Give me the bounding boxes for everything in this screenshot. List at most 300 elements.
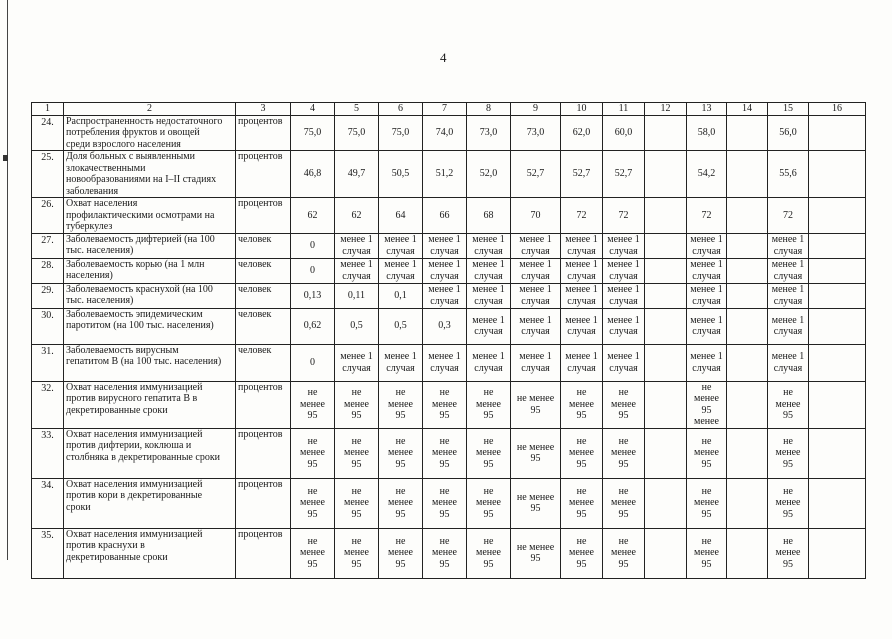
indicator-name-text: Заболеваемость корью (на 1 млн населения) <box>66 258 205 281</box>
value-cell <box>423 381 467 428</box>
value-cell <box>379 151 423 198</box>
value-text: не менее 95 <box>516 393 555 416</box>
value-cell <box>645 151 687 198</box>
column-header: 4 <box>291 103 335 116</box>
value-cell <box>561 381 603 428</box>
value-text: 75,0 <box>303 127 322 138</box>
value-text: 52,7 <box>614 168 633 180</box>
indicator-name-text: Заболеваемость вирусным гепатитом В (на 100 тыс. населения) <box>66 344 222 367</box>
value-cell <box>645 308 687 344</box>
unit-cell: процентов <box>236 528 291 578</box>
value-cell <box>467 151 511 198</box>
value-text: менее 1 случая <box>519 259 552 282</box>
value-text: 0 <box>310 239 315 251</box>
value-text: менее 1 случая <box>472 314 505 337</box>
value-cell <box>335 381 379 428</box>
value-text: 56,0 <box>779 127 797 138</box>
value-cell <box>335 478 379 528</box>
value-cell <box>809 283 866 308</box>
value-cell <box>511 283 561 308</box>
value-text: не менее 95 <box>476 435 501 470</box>
value-text: 0,3 <box>438 320 451 332</box>
value-cell <box>335 428 379 478</box>
unit-cell: процентов <box>236 428 291 478</box>
row-number: 34. <box>32 478 64 528</box>
value-text: не менее 95 <box>432 435 457 470</box>
value-cell <box>768 478 809 528</box>
unit-cell: процентов <box>236 198 291 234</box>
value-text: не менее 95 <box>344 535 369 570</box>
value-cell <box>291 308 335 344</box>
indicator-name-text: Распространенность недостаточного потребления фруктов и овощей среди взрослого населения <box>66 115 223 150</box>
indicator-name <box>64 528 236 578</box>
value-cell <box>768 428 809 478</box>
value-cell <box>603 381 645 428</box>
row-number: 26. <box>32 198 64 234</box>
value-cell <box>687 428 727 478</box>
value-text: не менее 95 менее <box>694 381 719 427</box>
value-text: менее 1 случая <box>428 284 461 307</box>
table-row <box>32 258 866 283</box>
value-cell <box>603 478 645 528</box>
value-text: 68 <box>483 209 494 221</box>
value-cell <box>727 528 768 578</box>
unit-cell: процентов <box>236 381 291 428</box>
value-text: менее 1 случая <box>519 314 552 337</box>
value-text: менее 1 случая <box>340 234 373 257</box>
value-text: 75,0 <box>347 127 366 138</box>
value-text: не менее 95 <box>432 387 457 422</box>
indicator-name-text: Заболеваемость дифтерией (на 100 тыс. населения) <box>66 233 215 256</box>
value-text: менее 1 случая <box>384 351 417 374</box>
value-cell <box>423 198 467 234</box>
value-cell <box>727 308 768 344</box>
value-cell <box>467 198 511 234</box>
value-cell <box>561 308 603 344</box>
value-cell <box>511 528 561 578</box>
table-row <box>32 198 866 234</box>
value-cell <box>379 308 423 344</box>
value-text: не менее 95 <box>611 485 636 520</box>
value-text: не менее 95 <box>569 485 594 520</box>
indicator-name <box>64 233 236 258</box>
value-cell <box>768 198 809 234</box>
value-cell <box>423 151 467 198</box>
column-header: 11 <box>603 103 645 116</box>
value-text: 72 <box>618 209 629 221</box>
value-text: менее 1 случая <box>428 351 461 374</box>
value-text: не менее 95 <box>611 435 636 470</box>
left-margin-mark <box>3 155 8 161</box>
indicator-name-text: Заболеваемость краснухой (на 100 тыс. населения) <box>66 283 213 306</box>
indicator-name-text: Охват населения иммунизацией против краснухи в декретированные сроки <box>66 528 203 563</box>
indicator-name <box>64 381 236 428</box>
value-cell <box>727 283 768 308</box>
value-cell <box>511 233 561 258</box>
column-header: 10 <box>561 103 603 116</box>
left-margin-rule <box>7 0 8 560</box>
value-text: не менее 95 <box>476 387 501 422</box>
value-cell <box>603 198 645 234</box>
value-cell <box>645 258 687 283</box>
value-text: менее 1 случая <box>690 284 723 307</box>
value-text: менее 1 случая <box>771 351 805 374</box>
indicator-name <box>64 283 236 308</box>
value-text: не менее 95 <box>432 485 457 520</box>
value-cell <box>561 258 603 283</box>
indicator-name-text: Охват населения иммунизацией против вирусного гепатита В в декретированные сроки <box>66 381 203 416</box>
value-cell <box>687 151 727 198</box>
value-cell <box>423 308 467 344</box>
value-text: 52,7 <box>572 168 591 180</box>
value-cell <box>423 428 467 478</box>
value-text: не менее 95 <box>300 485 325 520</box>
value-cell <box>603 528 645 578</box>
value-text: менее 1 случая <box>565 314 598 337</box>
row-number: 25. <box>32 151 64 198</box>
value-cell <box>561 528 603 578</box>
row-number: 35. <box>32 528 64 578</box>
table-row <box>32 428 866 478</box>
value-cell <box>727 258 768 283</box>
value-cell <box>727 381 768 428</box>
table-row <box>32 478 866 528</box>
value-cell <box>809 308 866 344</box>
value-text: менее 1 случая <box>690 259 723 282</box>
column-header: 2 <box>64 103 236 116</box>
value-text: 62 <box>351 209 362 221</box>
value-text: не менее 95 <box>432 535 457 570</box>
value-text: менее 1 случая <box>519 351 552 374</box>
value-cell <box>291 478 335 528</box>
value-cell <box>687 308 727 344</box>
row-number: 30. <box>32 308 64 344</box>
value-text: 0,13 <box>303 289 322 301</box>
table-row <box>32 151 866 198</box>
row-number: 32. <box>32 381 64 428</box>
table-row <box>32 283 866 308</box>
value-text: не менее 95 <box>388 387 413 422</box>
unit-cell: процентов <box>236 151 291 198</box>
value-cell <box>687 115 727 151</box>
value-text: не менее 95 <box>516 441 555 464</box>
value-text: менее 1 случая <box>607 234 640 257</box>
value-cell <box>809 478 866 528</box>
value-cell <box>467 428 511 478</box>
value-cell <box>687 198 727 234</box>
value-cell <box>727 344 768 381</box>
value-text: менее 1 случая <box>565 234 598 257</box>
value-cell <box>379 258 423 283</box>
value-text: 0,62 <box>303 320 322 332</box>
value-text: 62,0 <box>572 127 591 138</box>
value-text: менее 1 случая <box>384 259 417 282</box>
column-header: 8 <box>467 103 511 116</box>
value-cell <box>291 151 335 198</box>
value-text: менее 1 случая <box>607 259 640 282</box>
value-cell <box>335 233 379 258</box>
value-cell <box>687 258 727 283</box>
table-row <box>32 528 866 578</box>
value-text: 70 <box>530 209 541 221</box>
value-cell <box>603 428 645 478</box>
value-cell <box>809 198 866 234</box>
value-text: не менее 95 <box>388 535 413 570</box>
value-cell <box>561 478 603 528</box>
value-text: 52,7 <box>526 168 545 180</box>
value-text: 60,0 <box>614 127 633 138</box>
column-header: 12 <box>645 103 687 116</box>
value-text: не менее 95 <box>775 435 801 470</box>
indicator-name <box>64 115 236 151</box>
page-number: 4 <box>440 50 447 65</box>
value-cell <box>291 381 335 428</box>
value-cell <box>603 308 645 344</box>
value-text: 73,0 <box>526 127 545 138</box>
value-text: не менее 95 <box>775 387 801 422</box>
value-cell <box>335 151 379 198</box>
value-text: менее 1 случая <box>428 259 461 282</box>
value-cell <box>603 344 645 381</box>
value-cell <box>809 428 866 478</box>
value-cell <box>511 308 561 344</box>
value-cell <box>379 115 423 151</box>
value-text: 72 <box>576 209 587 221</box>
value-cell <box>727 428 768 478</box>
value-cell <box>335 198 379 234</box>
value-cell <box>645 528 687 578</box>
value-cell <box>727 151 768 198</box>
value-cell <box>727 478 768 528</box>
value-text: 72 <box>701 209 712 221</box>
value-cell <box>467 258 511 283</box>
value-cell <box>423 344 467 381</box>
value-cell <box>768 308 809 344</box>
value-cell <box>809 381 866 428</box>
value-cell <box>423 283 467 308</box>
value-cell <box>768 283 809 308</box>
value-cell <box>467 115 511 151</box>
value-text: менее 1 случая <box>771 284 805 307</box>
unit-cell: человек <box>236 344 291 381</box>
column-header: 6 <box>379 103 423 116</box>
column-header: 15 <box>768 103 809 116</box>
row-number: 31. <box>32 344 64 381</box>
value-text: 62 <box>307 209 318 221</box>
value-cell <box>467 528 511 578</box>
value-text: 0,11 <box>347 289 366 301</box>
value-text: менее 1 случая <box>472 284 505 307</box>
value-cell <box>687 283 727 308</box>
value-text: не менее 95 <box>516 541 555 564</box>
value-cell <box>467 308 511 344</box>
column-header: 16 <box>809 103 866 116</box>
unit-cell: человек <box>236 308 291 344</box>
value-text: менее 1 случая <box>519 234 552 257</box>
value-cell <box>561 428 603 478</box>
value-cell <box>561 233 603 258</box>
value-cell <box>727 233 768 258</box>
indicators-table <box>31 102 866 579</box>
row-number: 29. <box>32 283 64 308</box>
indicator-name-text: Охват населения иммунизацией против дифтерии, коклюша и столбняка в декретированные сроки <box>66 428 221 463</box>
value-cell <box>291 258 335 283</box>
value-text: не менее 95 <box>694 535 719 570</box>
indicator-name <box>64 344 236 381</box>
value-cell <box>768 151 809 198</box>
value-cell <box>511 344 561 381</box>
value-text: менее 1 случая <box>607 314 640 337</box>
value-cell <box>768 233 809 258</box>
value-cell <box>291 233 335 258</box>
value-cell <box>423 478 467 528</box>
value-text: менее 1 случая <box>690 234 723 257</box>
value-text: менее 1 случая <box>771 234 805 257</box>
row-number: 27. <box>32 233 64 258</box>
unit-cell: процентов <box>236 478 291 528</box>
value-text: 49,7 <box>347 168 366 180</box>
value-cell <box>423 115 467 151</box>
value-text: не менее 95 <box>388 435 413 470</box>
value-text: 55,6 <box>779 168 797 180</box>
value-text: менее 1 случая <box>340 259 373 282</box>
value-text: не менее 95 <box>476 485 501 520</box>
value-cell <box>768 528 809 578</box>
value-cell <box>291 198 335 234</box>
value-cell <box>467 344 511 381</box>
value-text: менее 1 случая <box>428 234 461 257</box>
table-row <box>32 344 866 381</box>
value-cell <box>467 381 511 428</box>
column-header: 3 <box>236 103 291 116</box>
value-text: менее 1 случая <box>690 314 723 337</box>
value-text: менее 1 случая <box>472 234 505 257</box>
value-text: 64 <box>395 209 406 221</box>
value-text: 58,0 <box>697 127 716 138</box>
value-cell <box>561 151 603 198</box>
value-cell <box>379 428 423 478</box>
indicator-name-text: Заболеваемость эпидемическим паротитом (на 100 тыс. населения) <box>66 308 214 331</box>
value-cell <box>335 115 379 151</box>
table-row <box>32 308 866 344</box>
indicator-name <box>64 198 236 234</box>
value-text: не менее 95 <box>344 435 369 470</box>
table-row <box>32 381 866 428</box>
value-text: не менее 95 <box>775 535 801 570</box>
value-cell <box>768 115 809 151</box>
column-header: 14 <box>727 103 768 116</box>
value-text: не менее 95 <box>388 485 413 520</box>
value-text: менее 1 случая <box>607 284 640 307</box>
value-cell <box>335 258 379 283</box>
column-header: 13 <box>687 103 727 116</box>
value-cell <box>561 283 603 308</box>
value-cell <box>809 344 866 381</box>
unit-cell: процентов <box>236 115 291 151</box>
value-text: менее 1 случая <box>340 351 373 374</box>
indicator-name-text: Охват населения профилактическими осмотрами на туберкулез <box>66 198 215 232</box>
indicator-name <box>64 478 236 528</box>
value-cell <box>768 258 809 283</box>
value-cell <box>561 115 603 151</box>
value-text: 66 <box>439 209 450 221</box>
value-text: менее 1 случая <box>565 259 598 282</box>
indicator-name <box>64 258 236 283</box>
row-number: 28. <box>32 258 64 283</box>
value-text: не менее 95 <box>344 387 369 422</box>
column-header: 7 <box>423 103 467 116</box>
value-text: 50,5 <box>391 168 410 180</box>
value-text: не менее 95 <box>344 485 369 520</box>
value-cell <box>727 115 768 151</box>
value-cell <box>511 151 561 198</box>
value-cell <box>379 528 423 578</box>
value-cell <box>423 258 467 283</box>
value-cell <box>809 528 866 578</box>
value-text: не менее 95 <box>300 435 325 470</box>
value-text: не менее 95 <box>569 535 594 570</box>
value-cell <box>645 428 687 478</box>
value-cell <box>379 283 423 308</box>
value-cell <box>335 344 379 381</box>
header-row <box>32 103 866 116</box>
value-cell <box>335 308 379 344</box>
value-text: менее 1 случая <box>607 351 640 374</box>
value-cell <box>809 258 866 283</box>
value-cell <box>511 115 561 151</box>
value-cell <box>645 344 687 381</box>
value-text: менее 1 случая <box>519 284 552 307</box>
value-text: 54,2 <box>697 168 716 180</box>
value-text: 0 <box>310 264 315 276</box>
value-text: не менее 95 <box>516 491 555 514</box>
value-cell <box>511 428 561 478</box>
value-cell <box>511 198 561 234</box>
value-cell <box>379 233 423 258</box>
value-cell <box>809 151 866 198</box>
unit-cell: человек <box>236 283 291 308</box>
value-text: 74,0 <box>435 127 454 138</box>
value-text: 72 <box>783 209 793 221</box>
value-cell <box>423 233 467 258</box>
value-cell <box>379 478 423 528</box>
value-cell <box>687 478 727 528</box>
value-text: менее 1 случая <box>565 351 598 374</box>
table-row <box>32 233 866 258</box>
value-cell <box>291 283 335 308</box>
value-cell <box>603 258 645 283</box>
value-text: не менее 95 <box>300 387 325 422</box>
value-cell <box>379 381 423 428</box>
value-text: менее 1 случая <box>771 314 805 337</box>
indicator-name <box>64 151 236 198</box>
value-cell <box>687 528 727 578</box>
value-text: 52,0 <box>479 168 498 180</box>
value-cell <box>687 233 727 258</box>
value-cell <box>645 233 687 258</box>
value-cell <box>687 344 727 381</box>
value-text: не менее 95 <box>611 535 636 570</box>
value-text: 0,5 <box>394 320 407 332</box>
value-cell <box>768 344 809 381</box>
value-cell <box>291 344 335 381</box>
value-cell <box>768 381 809 428</box>
value-text: не менее 95 <box>569 387 594 422</box>
value-cell <box>561 198 603 234</box>
value-cell <box>467 233 511 258</box>
value-cell <box>291 528 335 578</box>
value-cell <box>335 283 379 308</box>
